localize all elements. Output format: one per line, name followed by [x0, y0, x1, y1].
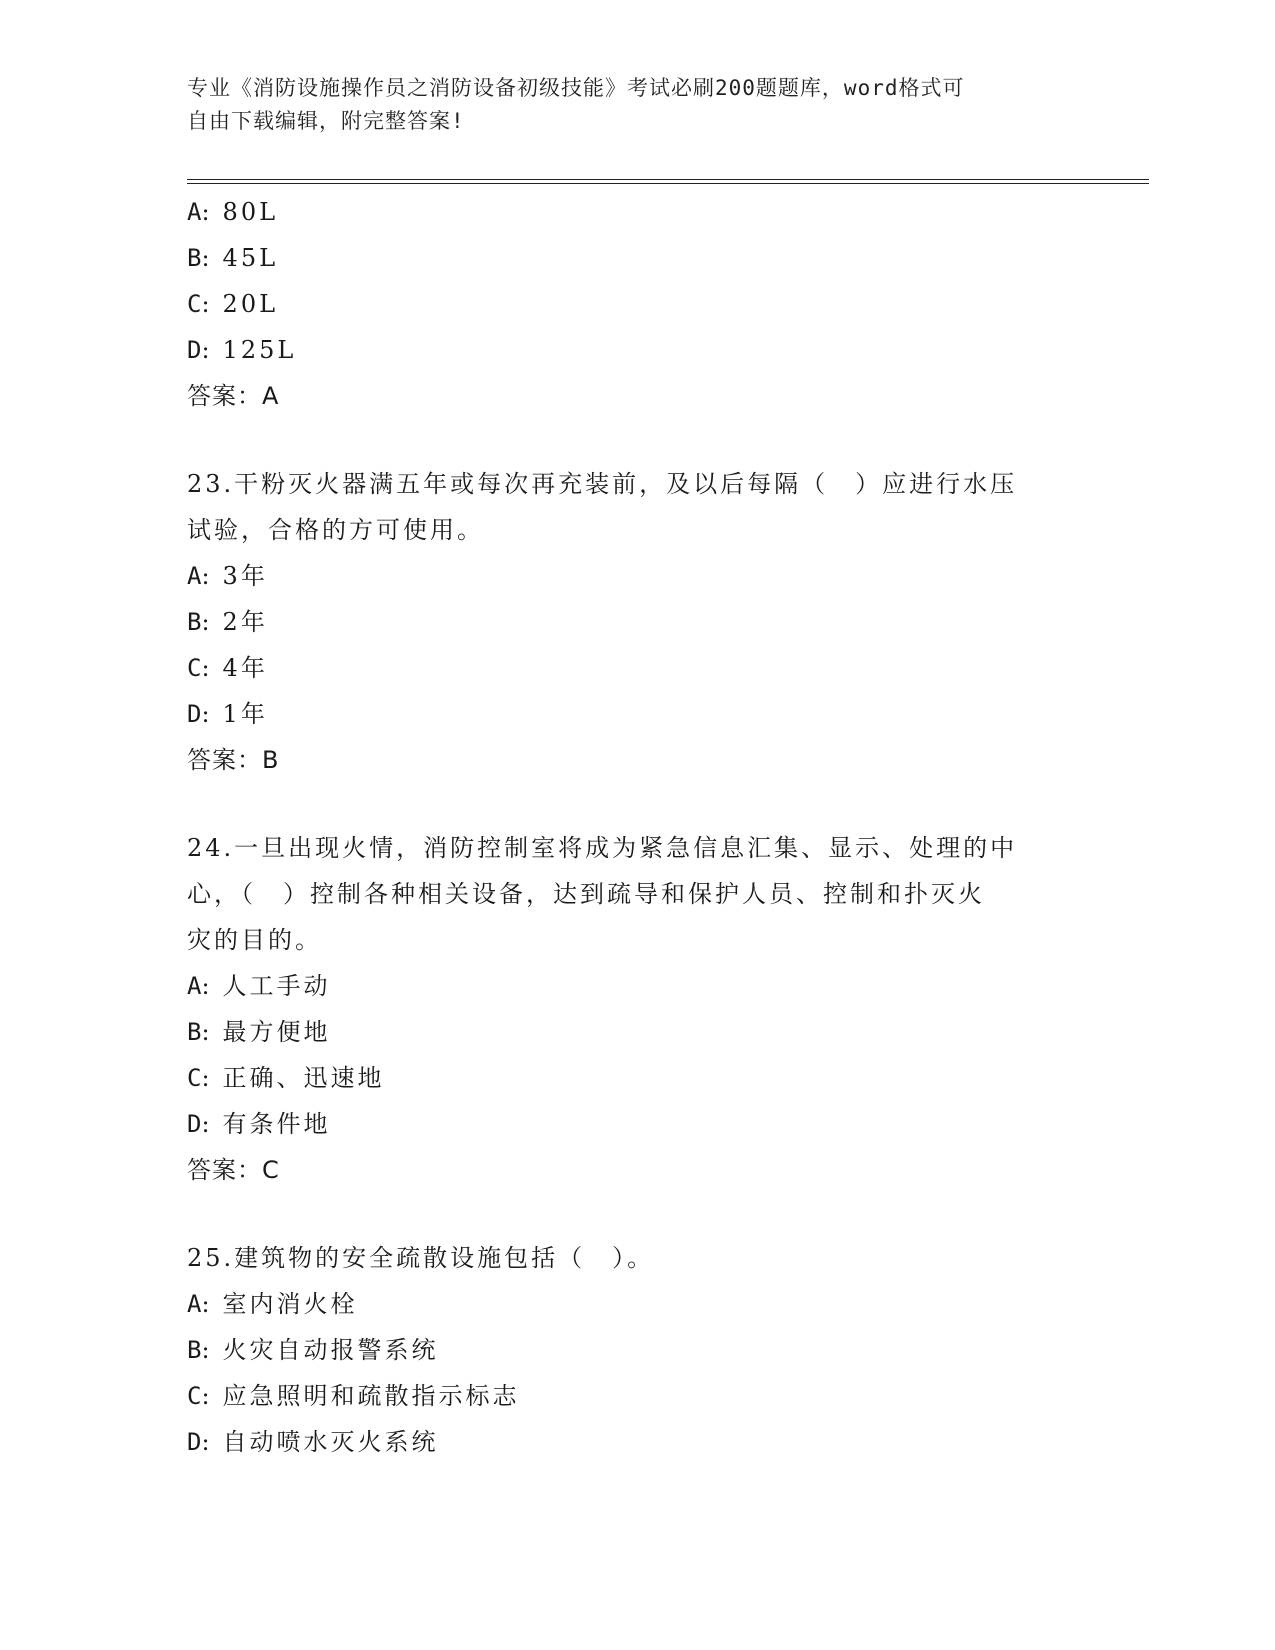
header-line-1: 专业《消防设施操作员之消防设备初级技能》考试必刷200题题库，word格式可: [187, 76, 965, 100]
option-letter: C: [187, 1382, 202, 1410]
option-separator: :: [201, 562, 213, 590]
option-separator: :: [201, 1064, 213, 1092]
option-text: 应急照明和疏散指示标志: [222, 1382, 520, 1410]
document-header: [187, 72, 1067, 138]
question-text: 心，（ ）控制各种相关设备，达到疏导和保护人员、控制和扑灭火: [187, 880, 985, 908]
option-letter: B: [187, 608, 202, 636]
option-letter: D: [187, 1428, 202, 1456]
option-letter: D: [187, 1110, 202, 1138]
option-letter: D: [187, 336, 202, 364]
option-separator: :: [201, 1290, 213, 1318]
option-text: 正确、迅速地: [222, 1064, 385, 1092]
answer-option: [187, 691, 1087, 737]
option-separator: :: [201, 1336, 213, 1364]
option-letter: A: [187, 562, 202, 590]
answer-option: [187, 1009, 1087, 1055]
block-spacer: [187, 419, 1087, 461]
option-separator: :: [201, 654, 213, 682]
option-letter: C: [187, 654, 202, 682]
option-separator: :: [201, 1382, 213, 1410]
option-separator: :: [201, 972, 213, 1000]
option-text: 人工手动: [222, 972, 331, 1000]
question-block: [187, 1235, 1087, 1465]
question-text: 25.建筑物的安全疏散设施包括（ ）。: [187, 1244, 655, 1272]
option-separator: :: [201, 198, 213, 226]
answer-option: [187, 1419, 1087, 1465]
option-letter: A: [187, 1290, 202, 1318]
option-text: 1年: [222, 700, 268, 728]
answer-option: [187, 1281, 1087, 1327]
option-letter: B: [187, 1336, 202, 1364]
option-letter: A: [187, 198, 202, 226]
answer-option: [187, 1327, 1087, 1373]
question-text: 灾的目的。: [187, 926, 322, 954]
option-text: 80L: [222, 198, 279, 226]
answer-option: [187, 189, 1087, 235]
option-letter: C: [187, 1064, 202, 1092]
option-separator: :: [201, 1110, 213, 1138]
answer-option: [187, 1373, 1087, 1419]
question-text: 23.干粉灭火器满五年或每次再充装前，及以后每隔（ ）应进行水压: [187, 470, 1018, 498]
option-text: 125L: [222, 336, 297, 364]
answer-option: [187, 599, 1087, 645]
option-text: 自动喷水灭火系统: [222, 1428, 439, 1456]
option-separator: :: [201, 700, 213, 728]
answer-option: [187, 235, 1087, 281]
option-text: 4年: [222, 654, 268, 682]
option-separator: :: [201, 1018, 213, 1046]
question-block: [187, 189, 1087, 419]
question-text: 试验，合格的方可使用。: [187, 516, 484, 544]
answer-option: [187, 1101, 1087, 1147]
option-letter: A: [187, 972, 202, 1000]
answer-key: 答案：C: [187, 1156, 280, 1184]
option-separator: :: [201, 608, 213, 636]
option-text: 室内消火栓: [222, 1290, 358, 1318]
option-separator: :: [201, 336, 213, 364]
option-separator: :: [201, 244, 213, 272]
option-text: 火灾自动报警系统: [222, 1336, 439, 1364]
option-text: 3年: [222, 562, 268, 590]
question-text: 24.一旦出现火情，消防控制室将成为紧急信息汇集、显示、处理的中: [187, 834, 1018, 862]
block-spacer: [187, 1193, 1087, 1235]
block-spacer: [187, 783, 1087, 825]
answer-option: [187, 327, 1087, 373]
option-text: 20L: [222, 290, 279, 318]
question-list: [187, 189, 1087, 1465]
header-line-2: 自由下载编辑，附完整答案!: [187, 109, 465, 133]
answer-key: 答案：A: [187, 382, 280, 410]
option-text: 2年: [222, 608, 268, 636]
option-separator: :: [201, 1428, 213, 1456]
option-text: 45L: [222, 244, 279, 272]
option-letter: B: [187, 1018, 202, 1046]
answer-key: 答案：B: [187, 746, 280, 774]
option-letter: D: [187, 700, 202, 728]
answer-option: [187, 281, 1087, 327]
answer-option: [187, 553, 1087, 599]
question-block: [187, 461, 1087, 783]
answer-option: [187, 645, 1087, 691]
answer-option: [187, 963, 1087, 1009]
option-letter: C: [187, 290, 202, 318]
header-divider: [187, 179, 1149, 184]
option-text: 最方便地: [222, 1018, 331, 1046]
option-text: 有条件地: [222, 1110, 331, 1138]
option-letter: B: [187, 244, 202, 272]
answer-option: [187, 1055, 1087, 1101]
question-block: [187, 825, 1087, 1193]
option-separator: :: [201, 290, 213, 318]
